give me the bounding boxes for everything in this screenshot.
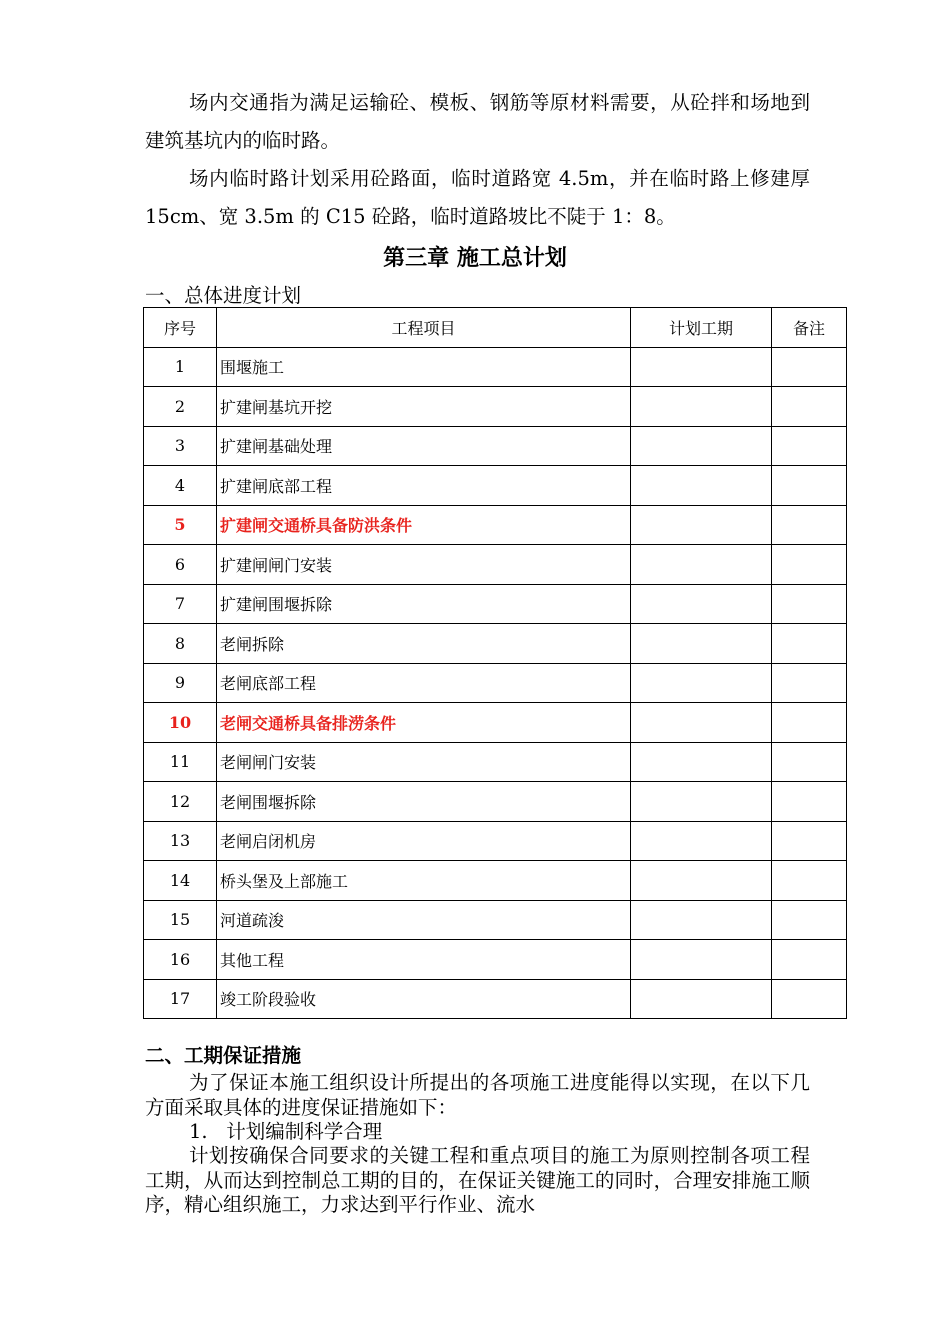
table-row — [144, 782, 847, 822]
row-note — [772, 861, 847, 901]
row-no: 6 — [144, 545, 217, 585]
section2-item1-body: 计划按确保合同要求的关键工程和重点项目的施工为原则控制各项工程工期，从而达到控制总工期的目的，在保证关键施工的同时，合理安排施工顺序，精心组织施工，力求达到平行作业、流水 — [145, 1144, 810, 1216]
table-row — [144, 466, 847, 506]
table-row — [144, 703, 847, 743]
row-no: 3 — [144, 426, 217, 466]
row-no: 5 — [144, 505, 217, 545]
row-note — [772, 426, 847, 466]
row-no: 9 — [144, 663, 217, 703]
row-no: 15 — [144, 900, 217, 940]
row-note — [772, 663, 847, 703]
table-row — [144, 742, 847, 782]
table-row — [144, 584, 847, 624]
row-item: 扩建闸底部工程 — [217, 466, 631, 506]
row-duration — [631, 663, 772, 703]
row-note — [772, 466, 847, 506]
table-row — [144, 505, 847, 545]
paragraph-temporary-road: 场内临时路计划采用砼路面，临时道路宽 4.5m，并在临时路上修建厚 15cm、宽 3.5m 的 C15 砼路，临时道路坡比不陡于 1：8。 — [145, 167, 810, 228]
table-row — [144, 940, 847, 980]
row-no: 10 — [144, 703, 217, 743]
row-item: 河道疏浚 — [217, 900, 631, 940]
row-item: 扩建闸闸门安装 — [217, 545, 631, 585]
row-duration — [631, 979, 772, 1019]
row-duration — [631, 940, 772, 980]
table-row — [144, 979, 847, 1019]
row-duration — [631, 584, 772, 624]
row-item: 扩建闸基坑开挖 — [217, 387, 631, 427]
table-row — [144, 545, 847, 585]
section-title-schedule-guarantee: 二、工期保证措施 — [145, 1044, 302, 1067]
row-duration — [631, 782, 772, 822]
row-duration — [631, 742, 772, 782]
header-item: 工程项目 — [217, 308, 631, 348]
row-item: 老闸底部工程 — [217, 663, 631, 703]
row-duration — [631, 703, 772, 743]
row-note — [772, 387, 847, 427]
table-header-row — [144, 308, 847, 348]
row-item: 扩建闸基础处理 — [217, 426, 631, 466]
row-note — [772, 979, 847, 1019]
row-duration — [631, 861, 772, 901]
section2-item1-title: 1. 计划编制科学合理 — [189, 1120, 383, 1143]
table-row — [144, 663, 847, 703]
row-duration — [631, 387, 772, 427]
row-no: 1 — [144, 347, 217, 387]
row-item: 老闸交通桥具备排涝条件 — [217, 703, 631, 743]
row-note — [772, 821, 847, 861]
row-item: 老闸围堰拆除 — [217, 782, 631, 822]
row-duration — [631, 347, 772, 387]
row-item: 老闸拆除 — [217, 624, 631, 664]
header-no: 序号 — [144, 308, 217, 348]
row-note — [772, 545, 847, 585]
row-duration — [631, 505, 772, 545]
table-row — [144, 624, 847, 664]
row-no: 2 — [144, 387, 217, 427]
row-item: 扩建闸交通桥具备防洪条件 — [217, 505, 631, 545]
table-row — [144, 821, 847, 861]
row-duration — [631, 900, 772, 940]
row-note — [772, 900, 847, 940]
header-note: 备注 — [772, 308, 847, 348]
row-no: 11 — [144, 742, 217, 782]
row-note — [772, 742, 847, 782]
row-item: 扩建闸围堰拆除 — [217, 584, 631, 624]
row-no: 7 — [144, 584, 217, 624]
row-no: 14 — [144, 861, 217, 901]
row-no: 13 — [144, 821, 217, 861]
row-duration — [631, 545, 772, 585]
table-row — [144, 387, 847, 427]
row-duration — [631, 624, 772, 664]
row-duration — [631, 466, 772, 506]
row-duration — [631, 821, 772, 861]
table-row — [144, 861, 847, 901]
section2-intro: 为了保证本施工组织设计所提出的各项施工进度能得以实现，在以下几方面采取具体的进度保证措施如下： — [145, 1071, 810, 1119]
row-note — [772, 782, 847, 822]
row-note — [772, 940, 847, 980]
row-note — [772, 505, 847, 545]
row-item: 其他工程 — [217, 940, 631, 980]
row-no: 4 — [144, 466, 217, 506]
section-title-overall-schedule: 一、总体进度计划 — [145, 284, 302, 307]
row-item: 老闸启闭机房 — [217, 821, 631, 861]
table-row — [144, 900, 847, 940]
row-item: 桥头堡及上部施工 — [217, 861, 631, 901]
row-no: 17 — [144, 979, 217, 1019]
schedule-table — [143, 307, 847, 1019]
row-duration — [631, 426, 772, 466]
row-note — [772, 347, 847, 387]
row-no: 8 — [144, 624, 217, 664]
row-item: 竣工阶段验收 — [217, 979, 631, 1019]
row-no: 16 — [144, 940, 217, 980]
row-item: 老闸闸门安装 — [217, 742, 631, 782]
table-row — [144, 426, 847, 466]
table-row — [144, 347, 847, 387]
row-item: 围堰施工 — [217, 347, 631, 387]
chapter-title: 第三章 施工总计划 — [383, 246, 567, 271]
row-note — [772, 703, 847, 743]
row-note — [772, 584, 847, 624]
header-duration: 计划工期 — [631, 308, 772, 348]
row-no: 12 — [144, 782, 217, 822]
row-note — [772, 624, 847, 664]
paragraph-site-traffic: 场内交通指为满足运输砼、模板、钢筋等原材料需要，从砼拌和场地到建筑基坑内的临时路。 — [145, 91, 810, 152]
